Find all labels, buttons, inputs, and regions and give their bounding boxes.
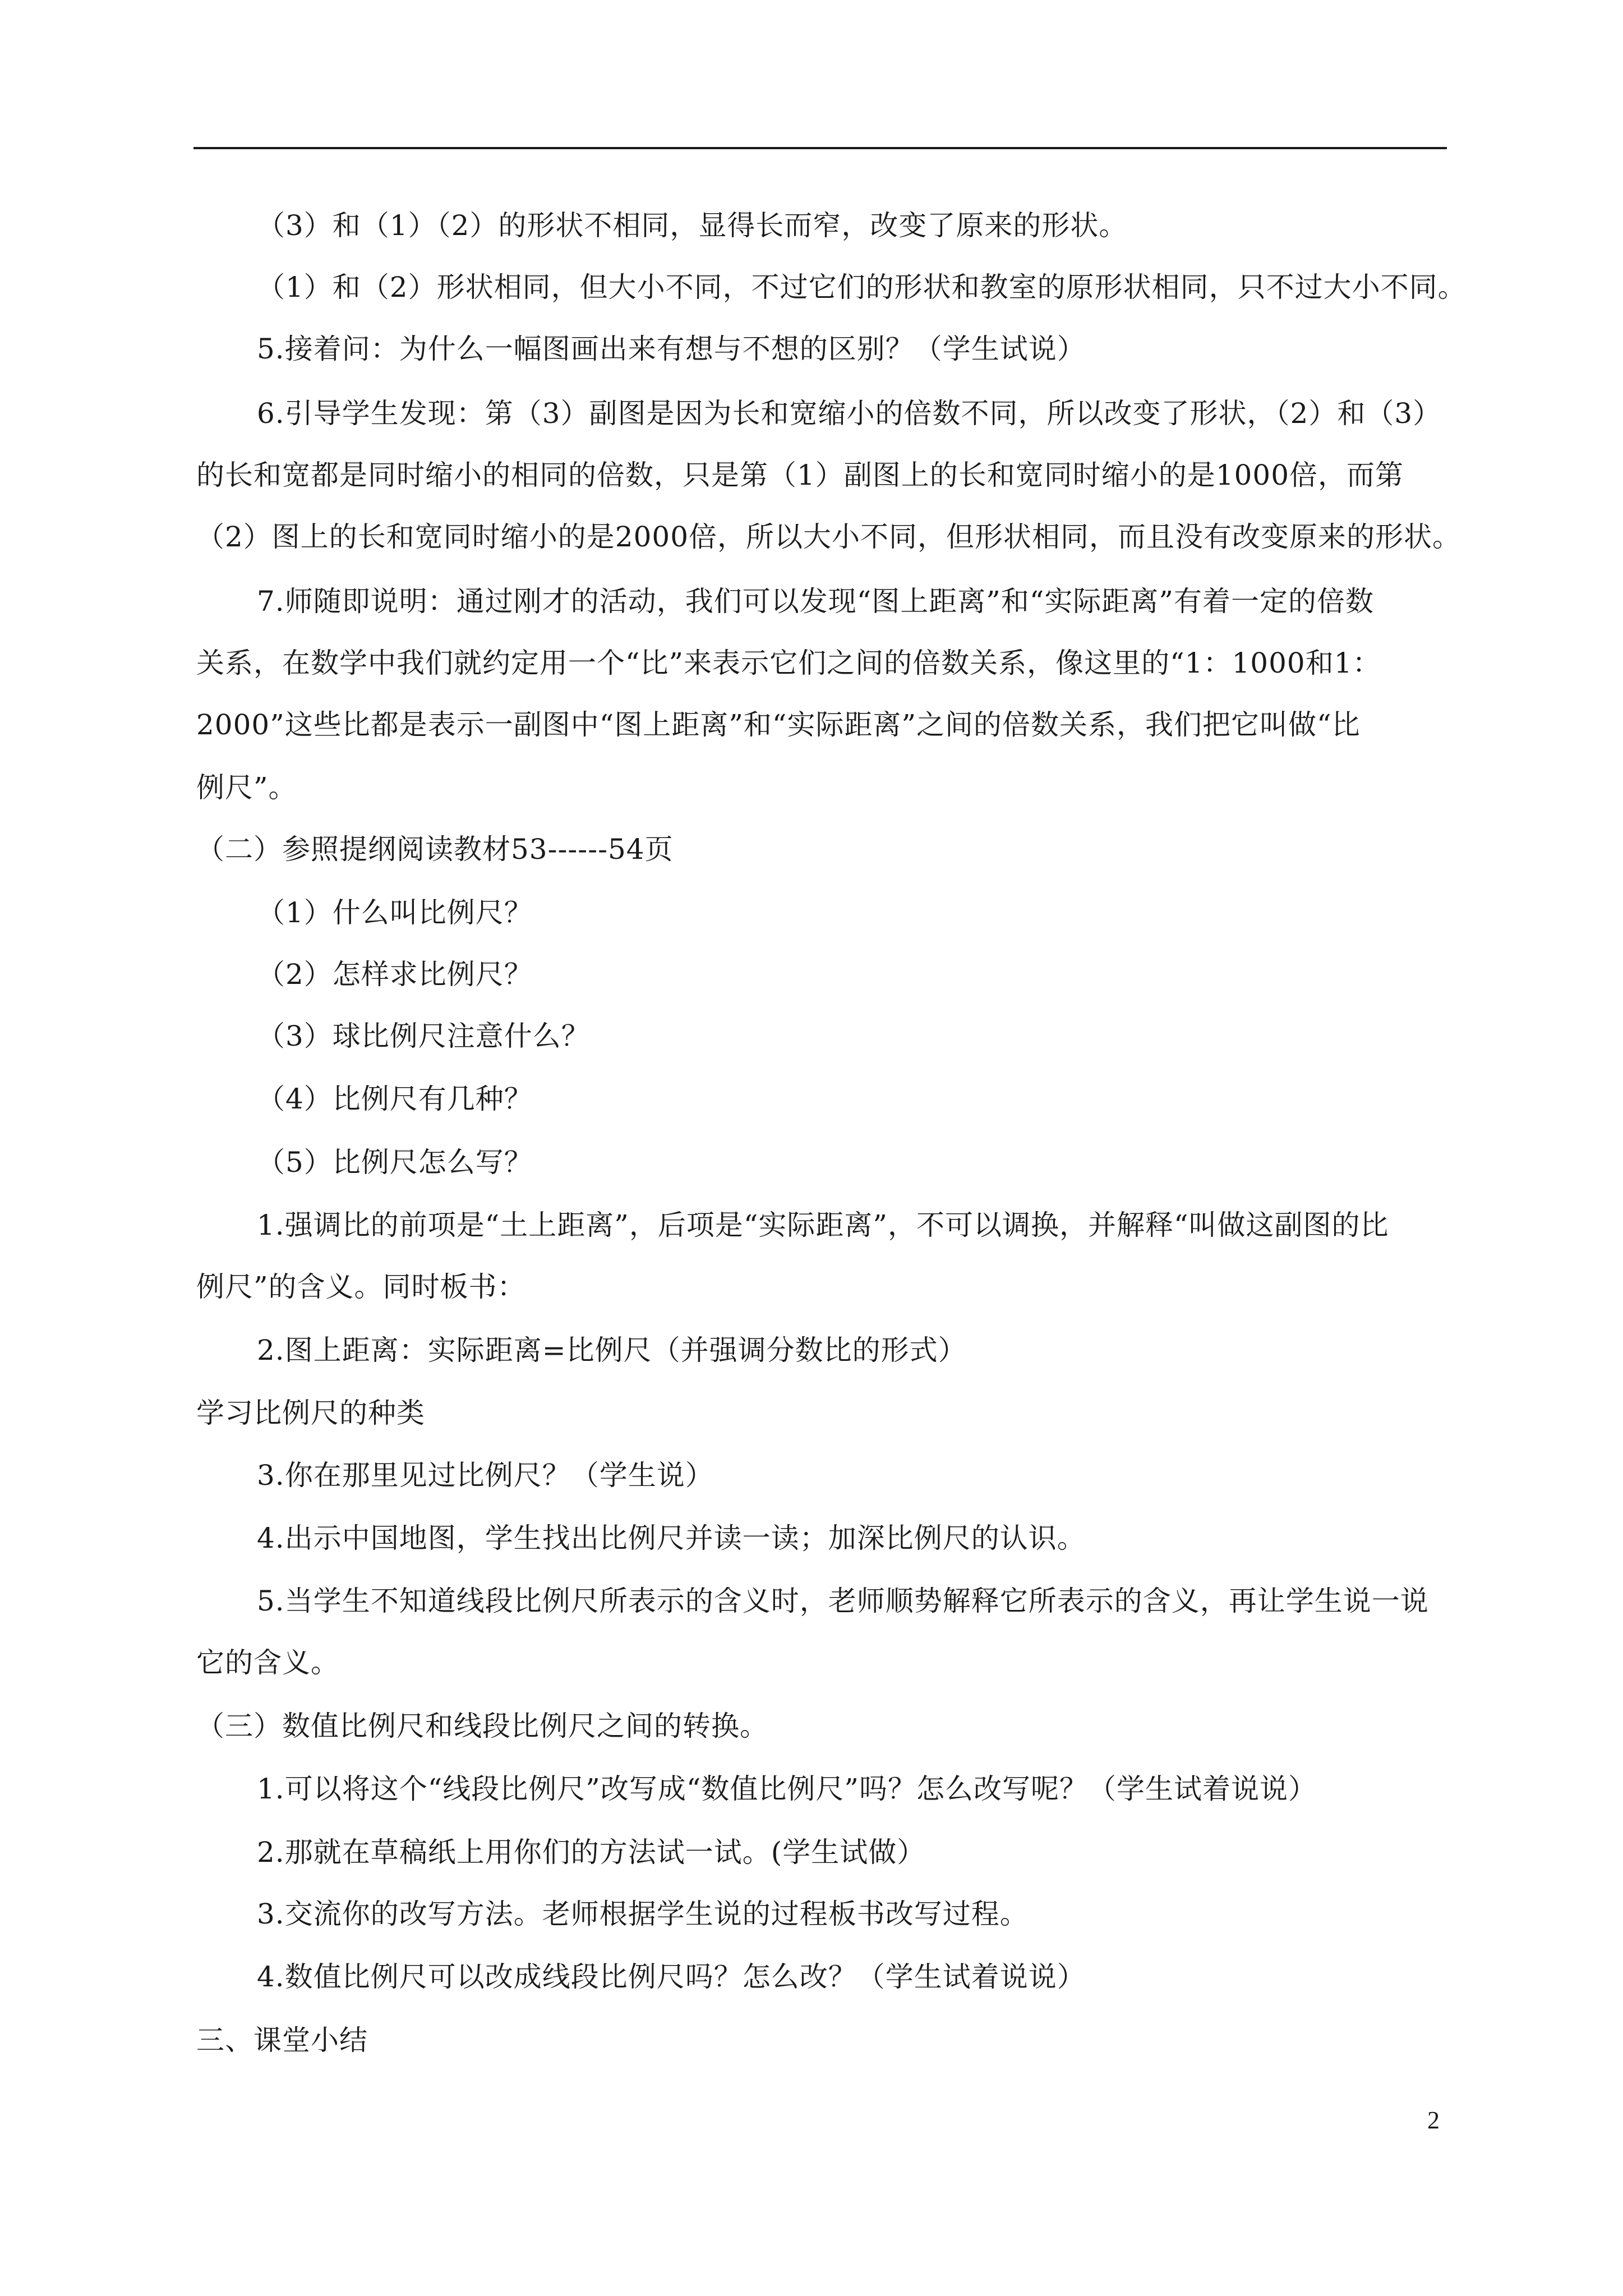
list-item: （3）球比例尺注意什么？ [257,1020,590,1052]
paragraph-line: 1.强调比的前项是“土上距离”，后项是“实际距离”，不可以调换，并解释“叫做这副图的比 [257,1209,1389,1241]
list-item: （4）比例尺有几种？ [257,1083,533,1115]
paragraph-line: 它的含义。 [196,1646,339,1679]
paragraph-line: 4.数值比例尺可以改成线段比例尺吗？怎么改？（学生试着说说） [257,1961,1086,1993]
paragraph-line: 6.引导学生发现：第（3）副图是因为长和宽缩小的倍数不同，所以改变了形状，（2）和（3） [257,397,1442,430]
paragraph-line: 例尺”。 [196,771,297,804]
list-item: （1）什么叫比例尺？ [257,896,533,929]
section-heading: 三、课堂小结 [196,2024,368,2056]
list-item: （5）比例尺怎么写？ [257,1146,533,1179]
section-heading: （二）参照提纲阅读教材53------54页 [196,833,674,866]
paragraph-line: 3.交流你的改写方法。老师根据学生说的过程板书改写过程。 [257,1898,1029,1930]
paragraph-line: 2.图上距离：实际距离=比例尺（并强调分数比的形式） [257,1334,967,1366]
paragraph-line: （2）图上的长和宽同时缩小的是2000倍，所以大小不同，但形状相同，而且没有改变原来的形状。 [196,521,1461,553]
paragraph-line: 1.可以将这个“线段比例尺”改写成“数值比例尺”吗？怎么改写呢？（学生试着说说） [257,1773,1317,1805]
paragraph-line: 7.师随即说明：通过刚才的活动，我们可以发现“图上距离”和“实际距离”有着一定的倍数 [257,585,1374,618]
section-heading: （三）数值比例尺和线段比例尺之间的转换。 [196,1710,768,1742]
header-rule [193,147,1447,149]
paragraph-line: 2.那就在草稿纸上用你们的方法试一试。(学生试做） [257,1836,926,1869]
paragraph-line: 的长和宽都是同时缩小的相同的倍数，只是第（1）副图上的长和宽同时缩小的是1000倍，而第 [196,459,1404,491]
paragraph-line: （1）和（2）形状相同，但大小不同，不过它们的形状和教室的原形状相同，只不过大小不同。 [257,271,1467,303]
paragraph-line: 例尺”的含义。同时板书： [196,1271,526,1303]
paragraph-line: 3.你在那里见过比例尺？（学生说） [257,1459,714,1492]
page-number: 2 [1427,2106,1440,2134]
paragraph-line: 5.接着问：为什么一幅图画出来有想与不想的区别？（学生试说） [257,333,1086,365]
paragraph-line: 5.当学生不知道线段比例尺所表示的含义时，老师顺势解释它所表示的含义，再让学生说一说 [257,1585,1429,1617]
section-heading: 学习比例尺的种类 [196,1397,425,1429]
list-item: （2）怎样求比例尺？ [257,958,533,991]
paragraph-line: 2000”这些比都是表示一副图中“图上距离”和“实际距离”之间的倍数关系，我们把它叫做“比 [196,708,1361,741]
paragraph-line: 4.出示中国地图，学生找出比例尺并读一读；加深比例尺的认识。 [257,1522,1086,1554]
paragraph-line: 关系，在数学中我们就约定用一个“比”来表示它们之间的倍数关系，像这里的“1：1000和1： [196,647,1381,679]
paragraph-line: （3）和（1）（2）的形状不相同，显得长而窄，改变了原来的形状。 [257,209,1128,242]
